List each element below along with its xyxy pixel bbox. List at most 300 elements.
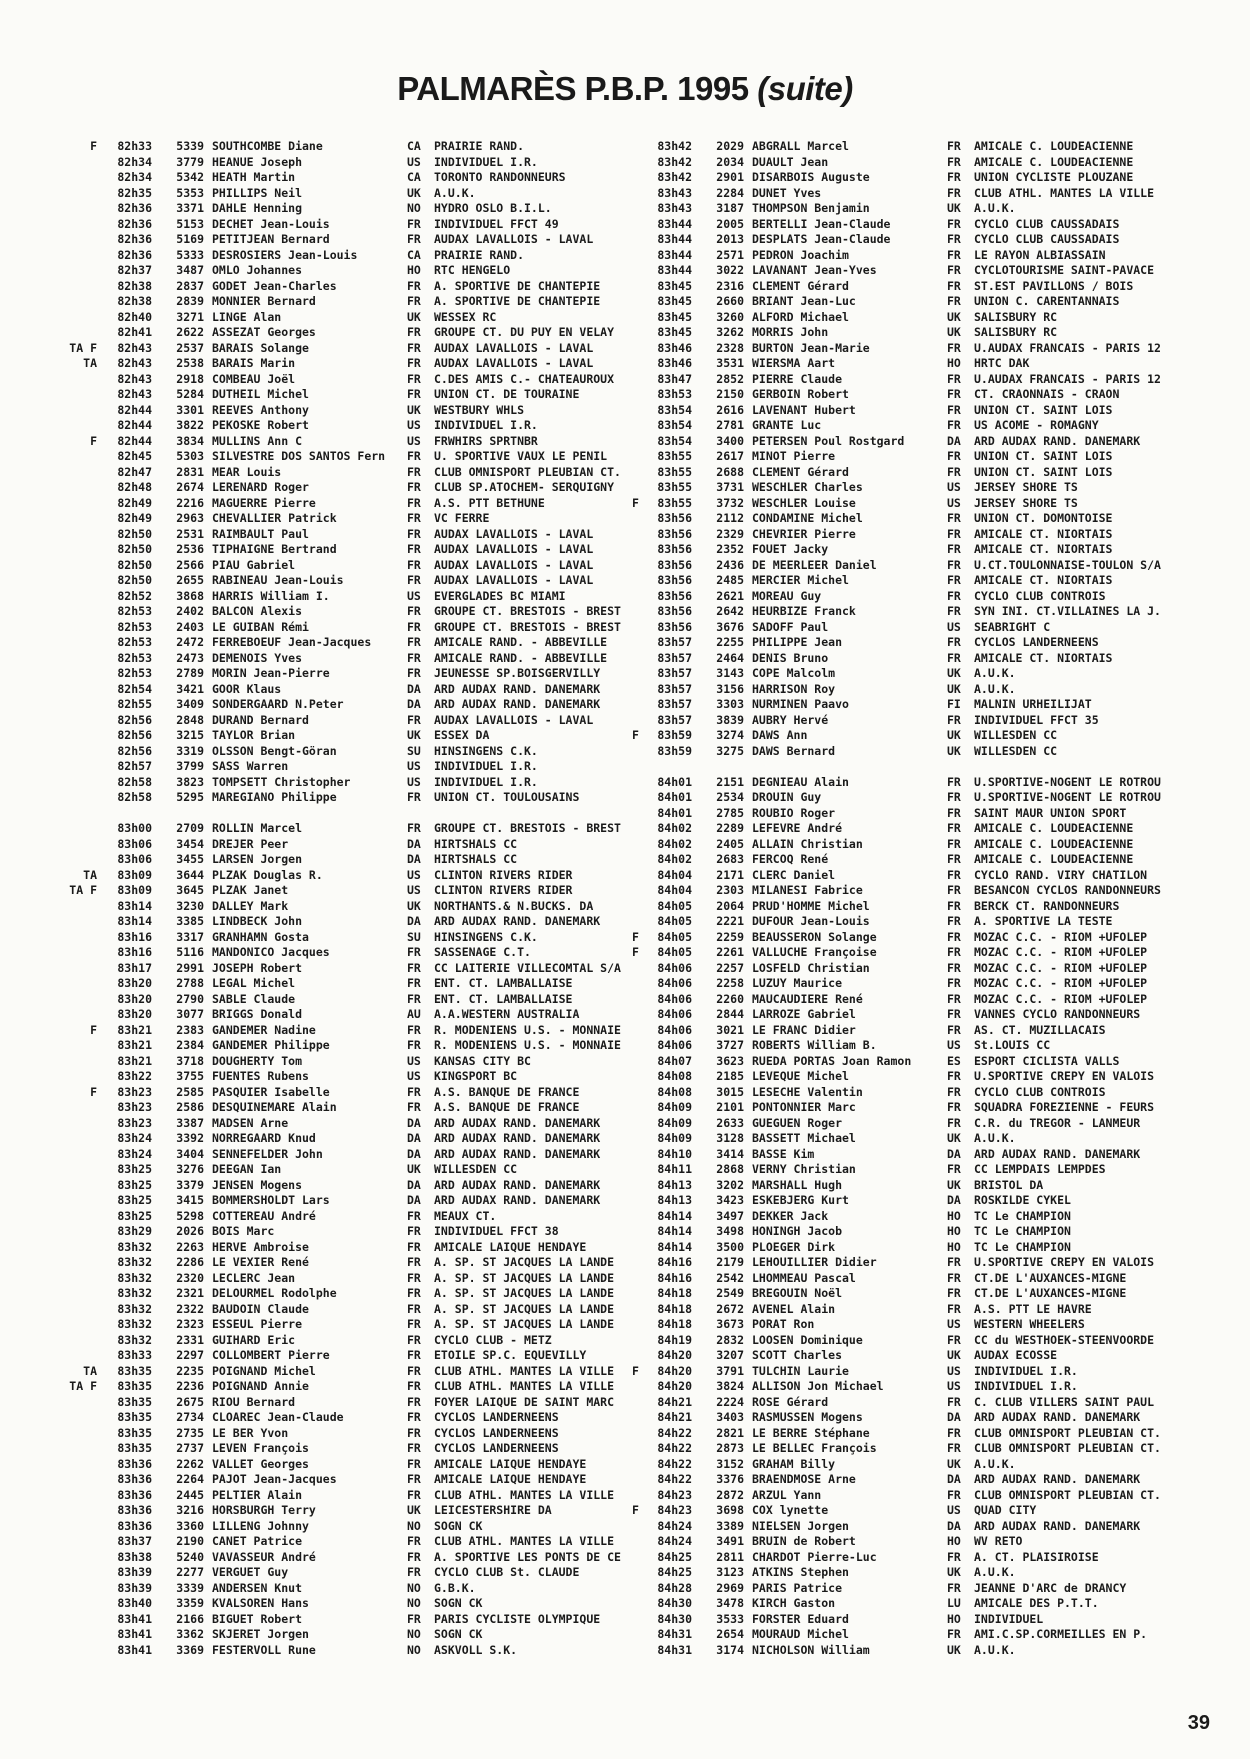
- finish-time: 83h42: [657, 170, 692, 184]
- finisher-mark: [42, 1054, 97, 1070]
- club-name: JEANNE D'ARC de DRANCY: [974, 1580, 1127, 1595]
- result-row: [42, 790, 664, 806]
- result-row: F 84h05 2261 VALLUCHE Françoise FR MOZAC C.C. - RIOM +UFOLEP: [632, 945, 1204, 961]
- country-code: FR: [947, 1286, 961, 1300]
- rider-number: 3362: [176, 1627, 204, 1641]
- club-name: ESSEX DA: [434, 728, 490, 742]
- result-row: [632, 682, 1204, 698]
- result-row: [632, 465, 1204, 481]
- finish-time: 82h33: [117, 139, 152, 153]
- result-row: [632, 511, 1204, 527]
- result-row: [632, 635, 1204, 651]
- rider-name: BOIS Marc: [212, 1224, 275, 1238]
- club-name: SASSENAGE C.T.: [434, 945, 531, 959]
- finish-time: 83h41: [117, 1627, 152, 1641]
- rider-name: PRUD'HOMME Michel: [752, 898, 870, 913]
- result-row: [42, 666, 664, 682]
- finish-time: 84h14: [657, 1239, 692, 1254]
- country-code: FR: [407, 1410, 421, 1424]
- rider-name: GRANHAMN Gosta: [212, 929, 309, 944]
- finish-time: 83h43: [657, 201, 692, 215]
- rider-number: 2918: [176, 371, 204, 386]
- club-name: St.LOUIS CC: [974, 1038, 1051, 1052]
- rider-name: COX lynette: [752, 1503, 829, 1517]
- rider-number: 2781: [716, 418, 744, 432]
- club-name: AMICALE CT. NIORTAIS: [974, 573, 1113, 587]
- country-code: FR: [947, 1255, 961, 1269]
- result-row: [42, 697, 664, 713]
- country-code: FR: [407, 356, 421, 370]
- club-name: INDIVIDUEL: [974, 1611, 1044, 1626]
- country-code: DA: [407, 1177, 421, 1192]
- club-name: INDIVIDUEL FFCT 35: [974, 712, 1099, 727]
- finisher-mark: [42, 217, 97, 233]
- rider-name: DALLEY Mark: [212, 898, 289, 913]
- rider-name: MULLINS Ann C: [212, 433, 303, 448]
- finish-time: 84h25: [657, 1565, 692, 1579]
- club-name: TC Le CHAMPION: [974, 1208, 1071, 1223]
- finisher-mark: [42, 1410, 97, 1426]
- rider-name: BRAENDMOSE Arne: [752, 1472, 856, 1486]
- country-code: SU: [407, 929, 421, 944]
- rider-name: LE FRANC Didier: [752, 1022, 856, 1037]
- club-name: JERSEY SHORE TS: [974, 495, 1078, 510]
- result-row: [42, 542, 664, 558]
- rider-number: 3791: [716, 1363, 744, 1378]
- result-row: [632, 1565, 1204, 1581]
- finisher-mark: [42, 1317, 97, 1333]
- rider-name: BURTON Jean-Marie: [752, 340, 870, 355]
- result-row: [42, 480, 664, 496]
- result-row: [42, 418, 664, 434]
- club-name: MALNIN URHEILIJAT: [974, 697, 1092, 711]
- country-code: UK: [407, 1503, 421, 1517]
- finish-time: 84h31: [657, 1627, 692, 1641]
- rider-name: DREJER Peer: [212, 836, 289, 851]
- finisher-mark: F: [90, 1084, 97, 1099]
- rider-name: TAYLOR Brian: [212, 728, 296, 742]
- club-name: WESSEX RC: [434, 309, 497, 324]
- result-row: [632, 604, 1204, 620]
- result-row: [632, 248, 1204, 264]
- finish-time: 83h56: [657, 604, 692, 618]
- country-code: FR: [947, 1100, 961, 1114]
- country-code: FR: [947, 852, 961, 866]
- result-row: [42, 1193, 664, 1209]
- result-row: [632, 1550, 1204, 1566]
- finish-time: 83h41: [117, 1611, 152, 1626]
- rider-number: 2150: [716, 387, 744, 401]
- finish-time: 83h44: [657, 216, 692, 231]
- country-code: US: [407, 774, 421, 789]
- finish-time: 83h36: [117, 1503, 152, 1517]
- country-code: HO: [947, 1208, 961, 1223]
- rider-number: 2672: [716, 1301, 744, 1316]
- rider-name: MONNIER Bernard: [212, 294, 316, 308]
- finish-time: 83h39: [117, 1565, 152, 1579]
- rider-number: 2329: [716, 526, 744, 541]
- rider-name: PASQUIER Isabelle: [212, 1084, 330, 1099]
- country-code: FR: [407, 1100, 421, 1114]
- club-name: JERSEY SHORE TS: [974, 480, 1078, 494]
- result-row: [42, 1364, 664, 1380]
- country-code: DA: [407, 1193, 421, 1207]
- rider-number: 2286: [176, 1255, 204, 1269]
- finish-time: 84h22: [657, 1456, 692, 1471]
- rider-name: DAHLE Henning: [212, 201, 303, 215]
- finish-time: 83h36: [117, 1472, 152, 1486]
- club-name: A.U.K.: [974, 1456, 1016, 1471]
- rider-name: GANDEMER Nadine: [212, 1022, 316, 1037]
- rider-name: PIERRE Claude: [752, 371, 843, 386]
- result-row: [42, 837, 664, 853]
- finish-time: 83h20: [117, 991, 152, 1006]
- finisher-mark: [42, 232, 97, 248]
- country-code: FR: [407, 712, 421, 727]
- rider-number: 2235: [176, 1363, 204, 1378]
- rider-name: LEVEQUE Michel: [752, 1069, 849, 1083]
- rider-name: LERENARD Roger: [212, 480, 309, 494]
- country-code: FR: [947, 898, 961, 913]
- rider-name: FORSTER Eduard: [752, 1611, 849, 1626]
- finish-time: 82h43: [117, 340, 152, 355]
- country-code: FR: [947, 945, 961, 959]
- finish-time: 82h56: [117, 712, 152, 727]
- country-code: FR: [407, 1534, 421, 1548]
- finish-time: 84h08: [657, 1069, 692, 1083]
- rider-name: BOMMERSHOLDT Lars: [212, 1193, 330, 1207]
- result-row: [42, 728, 664, 744]
- result-row: [632, 1519, 1204, 1535]
- finish-time: 84h06: [657, 1022, 692, 1037]
- finisher-mark: [42, 372, 97, 388]
- finisher-mark: [42, 403, 97, 419]
- finish-time: 83h32: [117, 1255, 152, 1269]
- finish-time: 83h16: [117, 945, 152, 959]
- result-row: [632, 1023, 1204, 1039]
- club-name: ESPORT CICLISTA VALLS: [974, 1053, 1120, 1068]
- country-code: FI: [947, 697, 961, 711]
- rider-number: 2464: [716, 650, 744, 665]
- rider-name: RASMUSSEN Mogens: [752, 1410, 863, 1424]
- finish-time: 82h57: [117, 759, 152, 773]
- rider-name: NORREGAARD Knud: [212, 1131, 316, 1145]
- rider-number: 2185: [716, 1069, 744, 1083]
- result-row: [632, 821, 1204, 837]
- rider-number: 2839: [176, 294, 204, 308]
- club-name: CC LEMPDAIS LEMPDES: [974, 1162, 1106, 1176]
- finisher-mark: [42, 1581, 97, 1597]
- country-code: FR: [407, 650, 421, 665]
- result-row: [632, 1534, 1204, 1550]
- rider-number: 2436: [716, 557, 744, 572]
- country-code: FR: [947, 991, 961, 1006]
- rider-number: 5116: [176, 945, 204, 959]
- club-name: MOZAC C.C. - RIOM +UFOLEP: [974, 929, 1148, 944]
- rider-number: 3454: [176, 836, 204, 851]
- finish-time: 82h35: [117, 185, 152, 200]
- country-code: FR: [947, 1069, 961, 1083]
- result-row: [42, 976, 664, 992]
- country-code: US: [407, 883, 421, 897]
- finish-time: 83h46: [657, 356, 692, 370]
- result-row: [632, 449, 1204, 465]
- finish-time: 84h22: [657, 1441, 692, 1455]
- rider-name: RIOU Bernard: [212, 1394, 296, 1409]
- finish-time: 82h56: [117, 728, 152, 742]
- country-code: FR: [407, 1363, 421, 1378]
- country-code: US: [407, 759, 421, 773]
- result-row: [42, 1534, 664, 1550]
- result-row: [42, 1069, 664, 1085]
- rider-number: 3409: [176, 697, 204, 711]
- country-code: FR: [407, 216, 421, 231]
- country-code: FR: [947, 402, 961, 417]
- club-name: CT.DE L'AUXANCES-MIGNE: [974, 1286, 1127, 1300]
- finish-time: 83h24: [117, 1131, 152, 1145]
- result-row: [632, 1100, 1204, 1116]
- finish-time: 83h56: [657, 588, 692, 603]
- club-name: CC du WESTHOEK-STEENVOORDE: [974, 1332, 1155, 1347]
- club-name: A.U.K.: [974, 1131, 1016, 1145]
- country-code: FR: [947, 294, 961, 308]
- rider-name: FERCOQ René: [752, 852, 829, 866]
- result-row: [632, 992, 1204, 1008]
- rider-name: ARZUL Yann: [752, 1487, 822, 1502]
- rider-name: BEAUSSERON Solange: [752, 929, 877, 944]
- rider-name: BRIGGS Donald: [212, 1007, 303, 1021]
- country-code: FR: [407, 1332, 421, 1347]
- result-row: [632, 1286, 1204, 1302]
- rider-number: 3822: [176, 418, 204, 432]
- country-code: FR: [407, 278, 421, 293]
- rider-name: COTTEREAU André: [212, 1208, 316, 1223]
- finish-time: 83h57: [657, 697, 692, 711]
- rider-number: 2660: [716, 294, 744, 308]
- finish-time: 82h38: [117, 278, 152, 293]
- club-name: MEAUX CT.: [434, 1208, 497, 1223]
- result-row: [42, 1255, 664, 1271]
- rider-name: LINGE Alan: [212, 309, 282, 324]
- club-name: AMICALE C. LOUDEACIENNE: [974, 139, 1134, 153]
- rider-name: CLEMENT Gérard: [752, 464, 849, 479]
- finish-time: 84h30: [657, 1596, 692, 1610]
- rider-name: HERVE Ambroise: [212, 1239, 309, 1254]
- country-code: UK: [947, 666, 961, 680]
- rider-number: 2537: [176, 340, 204, 355]
- country-code: US: [407, 418, 421, 432]
- rider-number: 3379: [176, 1177, 204, 1192]
- rider-number: 3421: [176, 681, 204, 696]
- country-code: FR: [947, 1007, 961, 1021]
- finisher-mark: [42, 1612, 97, 1628]
- club-name: ENT. CT. LAMBALLAISE: [434, 976, 573, 990]
- rider-name: CLERC Daniel: [752, 867, 836, 882]
- rider-number: 2320: [176, 1270, 204, 1285]
- result-row: [632, 1488, 1204, 1504]
- finisher-mark: [42, 465, 97, 481]
- result-row: [42, 186, 664, 202]
- rider-name: ABGRALL Marcel: [752, 139, 849, 153]
- club-name: TC Le CHAMPION: [974, 1239, 1071, 1254]
- finisher-mark: [42, 201, 97, 217]
- rider-name: PETERSEN Poul Rostgard: [752, 433, 905, 448]
- finish-time: 84h19: [657, 1332, 692, 1347]
- country-code: NO: [407, 1580, 421, 1595]
- country-code: FR: [947, 635, 961, 649]
- country-code: UK: [947, 201, 961, 215]
- result-row: [42, 201, 664, 217]
- finisher-mark: [42, 837, 97, 853]
- club-name: HIRTSHALS CC: [434, 836, 518, 851]
- country-code: UK: [947, 681, 961, 696]
- rider-number: 5169: [176, 232, 204, 246]
- finish-time: 83h22: [117, 1069, 152, 1083]
- finisher-mark: [42, 1286, 97, 1302]
- finish-time: 82h54: [117, 681, 152, 696]
- rider-name: FERREBOEUF Jean-Jacques: [212, 635, 372, 649]
- rider-name: GUEGUEN Roger: [752, 1115, 843, 1130]
- rider-number: 2734: [176, 1410, 204, 1424]
- result-row: F 84h20 3791 TULCHIN Laurie US INDIVIDUEL I.R.: [632, 1364, 1204, 1380]
- rider-name: NICHOLSON William: [752, 1642, 870, 1657]
- result-row: [42, 961, 664, 977]
- result-row: [42, 1085, 664, 1101]
- club-name: UNION CT. SAINT LOIS: [974, 402, 1113, 417]
- result-row: [632, 744, 1204, 760]
- club-name: AMICALE CT. NIORTAIS: [974, 542, 1113, 556]
- country-code: LU: [947, 1596, 961, 1610]
- finisher-mark: [42, 186, 97, 202]
- rider-number: 2255: [716, 635, 744, 649]
- rider-name: DESQUINEMARE Alain: [212, 1100, 337, 1114]
- club-name: ARD AUDAX RAND. DANEMARK: [974, 1146, 1141, 1161]
- rider-number: 2633: [716, 1115, 744, 1130]
- country-code: UK: [947, 1177, 961, 1192]
- result-row: [632, 620, 1204, 636]
- club-name: ARD AUDAX RAND. DANEMARK: [434, 681, 601, 696]
- result-row: [632, 155, 1204, 171]
- rider-name: DEMENOIS Yves: [212, 650, 303, 665]
- rider-name: GRAHAM Billy: [752, 1456, 836, 1471]
- result-row: [42, 341, 664, 357]
- finish-time: 83h21: [117, 1053, 152, 1068]
- club-name: AMICALE DES P.T.T.: [974, 1596, 1099, 1610]
- finish-time: 84h05: [657, 898, 692, 913]
- rider-number: 2445: [176, 1487, 204, 1502]
- club-name: FRWHIRS SPRTNBR: [434, 433, 538, 448]
- result-row: F 84h05 2259 BEAUSSERON Solange FR MOZAC C.C. - RIOM +UFOLEP: [632, 930, 1204, 946]
- rider-number: 3400: [716, 433, 744, 448]
- country-code: FR: [947, 883, 961, 897]
- country-code: FR: [407, 1549, 421, 1564]
- finish-time: 82h56: [117, 743, 152, 758]
- rider-name: BIGUET Robert: [212, 1611, 303, 1626]
- rider-number: 3392: [176, 1131, 204, 1145]
- result-row: [42, 232, 664, 248]
- finish-time: 84h04: [657, 867, 692, 882]
- country-code: FR: [947, 418, 961, 432]
- club-name: INDIVIDUEL FFCT 38: [434, 1224, 559, 1238]
- rider-name: BERTELLI Jean-Claude: [752, 216, 891, 231]
- result-row: [632, 775, 1204, 791]
- result-row: [632, 201, 1204, 217]
- rider-name: FOUET Jacky: [752, 542, 829, 556]
- club-name: WILLESDEN CC: [434, 1162, 518, 1176]
- club-name: INDIVIDUEL I.R.: [974, 1363, 1078, 1378]
- country-code: UK: [947, 309, 961, 324]
- rider-number: 2472: [176, 635, 204, 649]
- club-name: AS. CT. MUZILLACAIS: [974, 1022, 1106, 1037]
- country-code: FR: [407, 1379, 421, 1393]
- country-code: FR: [947, 449, 961, 463]
- rider-name: LE VEXIER René: [212, 1255, 309, 1269]
- finish-time: 84h07: [657, 1053, 692, 1068]
- country-code: FR: [407, 1038, 421, 1052]
- result-row: [632, 1007, 1204, 1023]
- rider-name: LE BELLEC François: [752, 1441, 877, 1455]
- result-row: [42, 1550, 664, 1566]
- finisher-mark: [42, 1426, 97, 1442]
- rider-name: AUBRY Hervé: [752, 712, 829, 727]
- finisher-mark: [42, 1550, 97, 1566]
- finish-time: 83h57: [657, 635, 692, 649]
- rider-name: GANDEMER Philippe: [212, 1038, 330, 1052]
- result-row: [632, 1348, 1204, 1364]
- country-code: FR: [947, 216, 961, 231]
- country-code: FR: [947, 185, 961, 200]
- finish-time: 83h36: [117, 1518, 152, 1533]
- rider-number: 2485: [716, 573, 744, 587]
- finisher-mark: [42, 666, 97, 682]
- country-code: FR: [407, 1425, 421, 1440]
- finisher-mark: [42, 1178, 97, 1194]
- rider-name: DESPLATS Jean-Claude: [752, 232, 891, 246]
- finish-time: 83h41: [117, 1642, 152, 1657]
- result-row: [632, 1054, 1204, 1070]
- country-code: FR: [407, 480, 421, 494]
- club-name: AMICALE C. LOUDEACIENNE: [974, 836, 1134, 851]
- result-row: [632, 573, 1204, 589]
- finish-time: 83h40: [117, 1596, 152, 1610]
- rider-number: 3275: [716, 743, 744, 758]
- finish-time: 83h29: [117, 1224, 152, 1238]
- finish-time: 83h06: [117, 836, 152, 851]
- finish-time: 83h57: [657, 712, 692, 727]
- finisher-mark: TA: [83, 1363, 97, 1378]
- rider-name: MINOT Pierre: [752, 449, 836, 463]
- rider-name: PEKOSKE Robert: [212, 418, 309, 432]
- result-row: [42, 713, 664, 729]
- finisher-mark: [42, 1348, 97, 1364]
- rider-name: DESROSIERS Jean-Louis: [212, 247, 358, 262]
- rider-number: 2674: [176, 480, 204, 494]
- club-name: C.DES AMIS C.- CHATEAUROUX: [434, 371, 615, 386]
- finisher-mark: [42, 279, 97, 295]
- finish-time: 83h39: [117, 1580, 152, 1595]
- country-code: UK: [947, 325, 961, 339]
- finish-time: 83h24: [117, 1146, 152, 1161]
- finish-time: 84h06: [657, 976, 692, 990]
- rider-name: NIELSEN Jorgen: [752, 1518, 849, 1533]
- finisher-mark: [42, 1565, 97, 1581]
- club-name: UNION CT. SAINT LOIS: [974, 464, 1113, 479]
- result-row: [42, 558, 664, 574]
- rider-number: 2655: [176, 573, 204, 587]
- result-row: F 83h59 3274 DAWS Ann UK WILLESDEN CC: [632, 728, 1204, 744]
- finisher-mark: [42, 682, 97, 698]
- rider-number: 2586: [176, 1100, 204, 1114]
